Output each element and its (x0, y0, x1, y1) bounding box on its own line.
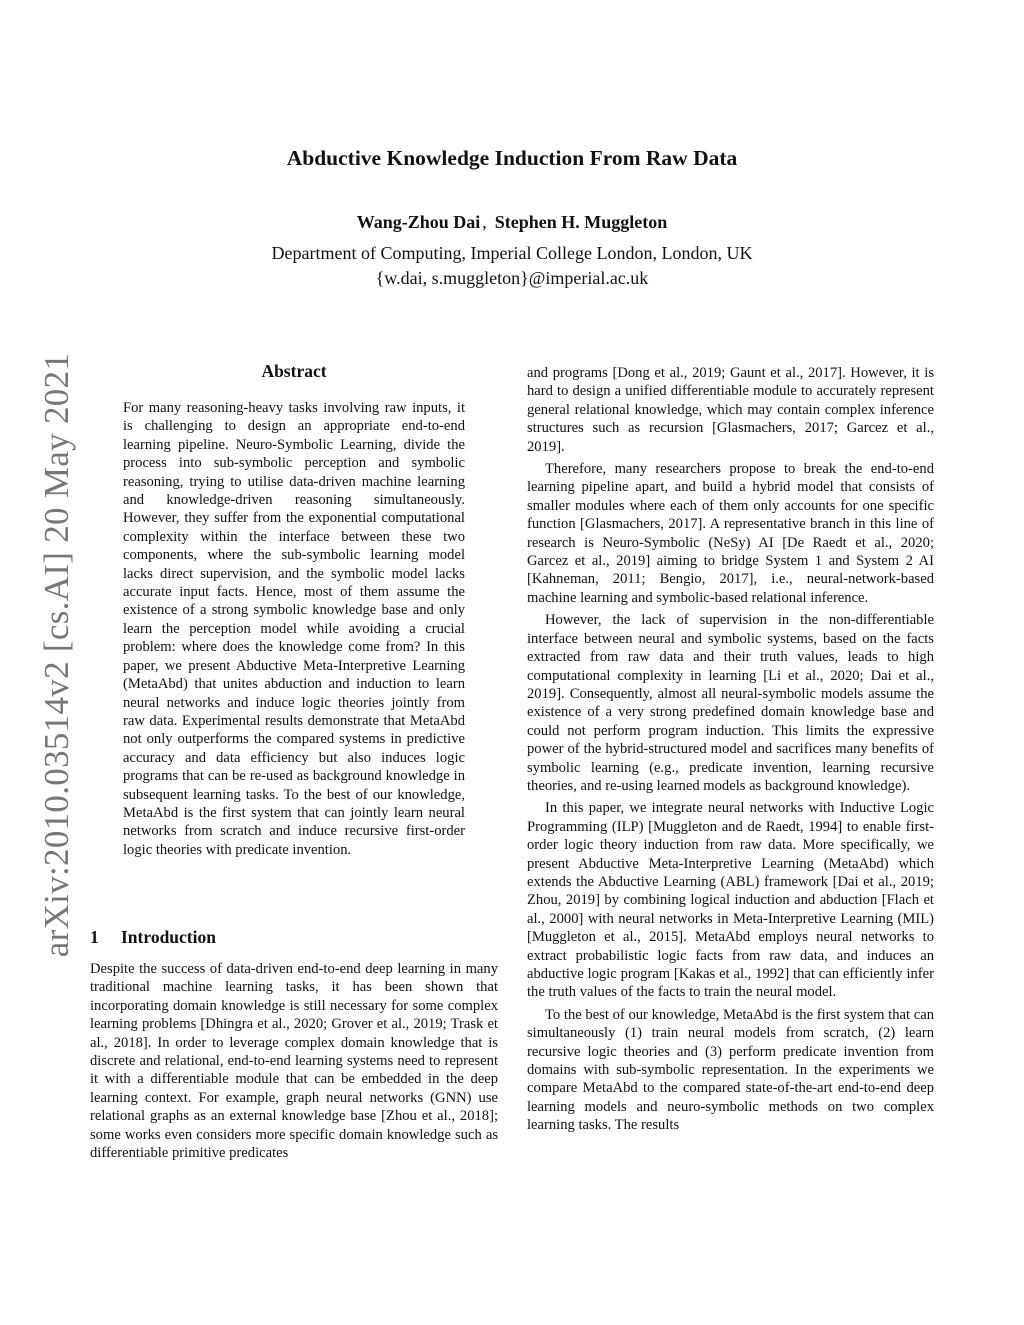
author-affiliation: Department of Computing, Imperial College London, London, UK (271, 243, 753, 263)
intro-paragraph: and programs [Dong et al., 2019; Gaunt et al., 2017]. However, it is hard to design a unified differentiable module to accurately represent general relational knowledge, which may contain complex inference structures such as recursion [Glasmachers, 2017; Garcez et al., 2019]. (527, 365, 934, 455)
intro-paragraph: However, the lack of supervision in the non-differentiable interface between neural and symbolic systems, based on the facts extracted from raw data and their truth values, leads to high computational complexity in learning [Li et al., 2020; Dai et al., 2019]. Consequently, almost all neural-symbolic models assume the existence of a very strong predefined domain knowledge base and could not perform program induction. This limits the expressive power of the hybrid-structured model and sacrifices many benefits of symbolic learning (e.g., predicate invention, learning recursive theories, and re-using learned models as background knowledge). (527, 612, 934, 794)
section-number: 1 (90, 927, 99, 947)
intro-paragraph: Despite the success of data-driven end-to-end deep learning in many traditional machine learning tasks, it has been shown that incorporating domain knowledge is still necessary for some complex learning problems [Dhingra et al., 2020; Grover et al., 2019; Trask et al., 2018]. In order to leverage complex domain knowledge that is discrete and relational, end-to-end learning systems need to represent it with a differentiable module that can be embedded in the deep learning context. For example, graph neural networks (GNN) use relational graphs as an external knowledge base [Zhou et al., 2018]; some works even considers more specific domain knowledge such as differentiable primitive predicates (90, 961, 498, 1162)
author-list (0, 212, 1024, 233)
section-title: Introduction (121, 927, 216, 947)
introduction-right-column (527, 364, 934, 1139)
abstract-body (123, 399, 465, 863)
author-email: {w.dai, s.muggleton}@imperial.ac.uk (375, 268, 649, 288)
intro-paragraph: In this paper, we integrate neural networks with Inductive Logic Programming (ILP) [Muggleton and de Raedt, 1994] to enable first-order logic theory induction from raw data. More specifically, we present Abductive Meta-Interpretive Learning (MetaAbd) which extends the Abductive Learning (ABL) framework [Dai et al., 2019; Zhou, 2019] by combining logical induction and abduction [Flach et al., 2000] with neural networks in Meta-Interpretive Learning (MIL) [Muggleton et al., 2015]. MetaAbd employs neural networks to extract probabilistic logic facts from raw data, and induces an abductive logic program [Kakas et al., 1992] that can efficiently infer the truth values of the facts to train the neural model. (527, 800, 934, 1001)
introduction-left-column (90, 960, 498, 1166)
section-heading-introduction (90, 927, 498, 948)
author-first: Wang-Zhou Dai (356, 212, 481, 232)
intro-paragraph: Therefore, many researchers propose to break the end-to-end learning pipeline apart, and build a hybrid model that consists of smaller modules where each of them only accounts for one specific function [Glasmachers, 2017]. A representative branch in this line of research is Neuro-Symbolic (NeSy) AI [De Raedt et al., 2020; Garcez et al., 2019] aiming to bridge System 1 and System 2 AI [Kahneman, 2011; Bengio, 2017], i.e., neural-network-based machine learning and symbolic-based relational inference. (527, 461, 934, 606)
author-second: Stephen H. Muggleton (494, 212, 668, 232)
arxiv-identifier-stamp: arXiv:2010.03514v2 [cs.AI] 20 May 2021 (37, 352, 76, 958)
author-separator: , (482, 212, 487, 232)
abstract-text: For many reasoning-heavy tasks involving raw inputs, it is challenging to design an appropriate end-to-end learning pipeline. Neuro-Symbolic Learning, divide the process into sub-symbolic perception and symbolic reasoning, trying to utilise data-driven machine learning and knowledge-driven reasoning simultaneously. However, they suffer from the exponential computational complexity within the interface between these two components, where the sub-symbolic learning model lacks direct supervision, and the symbolic model lacks accurate input facts. Hence, most of them assume the existence of a strong symbolic knowledge base and only learn the perception model while avoiding a crucial problem: where does the knowledge come from? In this paper, we present Abductive Meta-Interpretive Learning (MetaAbd) that unites abduction and induction to learn neural networks and induce logic theories jointly from raw data. Experimental results demonstrate that MetaAbd not only outperforms the compared systems in predictive accuracy and data efficiency but also induces logic programs that can be re-used as background knowledge in subsequent learning tasks. To the best of our knowledge, MetaAbd is the first system that can jointly learn neural networks from scratch and induce recursive first-order logic theories with predicate invention. (123, 400, 465, 858)
paper-title: Abductive Knowledge Induction From Raw Data (286, 146, 738, 170)
intro-paragraph: To the best of our knowledge, MetaAbd is the first system that can simultaneously (1) train neural models from scratch, (2) learn recursive logic theories and (3) perform predicate invention from domains with sub-symbolic representation. In the experiments we compare MetaAbd to the compared state-of-the-art end-to-end deep learning models and neuro-symbolic methods on two complex learning tasks. The results (527, 1006, 934, 1134)
abstract-heading: Abstract (261, 361, 327, 381)
